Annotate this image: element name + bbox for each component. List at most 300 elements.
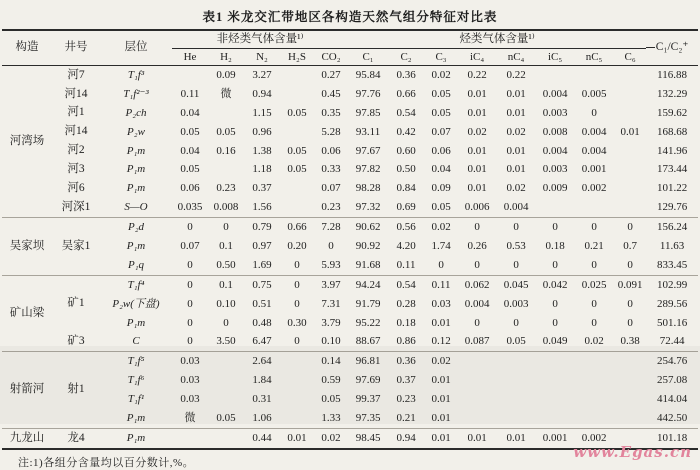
value-cell: 11.63	[659, 239, 685, 252]
value-cell: 0.10	[216, 297, 236, 310]
value-cell	[496, 409, 536, 428]
value-cell: 0.01	[506, 163, 526, 176]
value-cell: 0.091	[614, 275, 646, 294]
value-cell	[574, 198, 614, 217]
value-cell: 4.20	[396, 239, 416, 252]
watermark: www.Egas.cn	[573, 443, 692, 461]
value-cell: 0.21	[584, 239, 604, 252]
layer-cell: T₁f⁵	[100, 352, 172, 371]
value-cell: 102.99	[646, 275, 698, 294]
well-cell: 矿3	[67, 335, 85, 348]
value-cell: 156.24	[646, 218, 698, 237]
value-cell: 0.22	[467, 68, 487, 81]
value-cell: 0.05	[180, 163, 200, 176]
value-cell: 0.05	[216, 125, 236, 138]
table-row	[2, 390, 698, 409]
value-cell: 0.20	[287, 239, 307, 252]
value-cell: 0.35	[321, 106, 341, 119]
value-cell: 0.69	[396, 201, 416, 214]
structure-cell: 吴家坝	[2, 218, 52, 276]
value-cell	[614, 352, 646, 371]
value-cell: 1.74	[431, 239, 451, 252]
value-cell: 0	[474, 316, 480, 329]
value-cell: 97.76	[355, 87, 381, 100]
value-cell: 0.003	[542, 163, 568, 176]
value-cell: 0	[328, 239, 334, 252]
value-cell: 5.28	[321, 125, 341, 138]
value-cell: 0	[513, 258, 519, 271]
value-cell: 2.64	[244, 352, 280, 371]
value-cell: 501.16	[656, 316, 688, 329]
value-cell	[614, 198, 646, 217]
value-cell: 159.62	[656, 106, 688, 119]
well-cell: 河1	[67, 106, 85, 119]
value-cell: 0.004	[464, 297, 490, 310]
value-cell: 0.09	[431, 182, 451, 195]
col-header: C₁	[348, 49, 388, 66]
value-cell: 0.01	[496, 428, 536, 448]
table-row	[2, 275, 698, 294]
value-cell: 0.33	[321, 163, 341, 176]
col-header: C₆	[614, 49, 646, 66]
value-cell: 0.03	[172, 352, 208, 371]
header-well: 井号	[52, 30, 100, 66]
value-cell: 1.84	[252, 374, 272, 387]
value-cell	[614, 142, 646, 161]
value-cell: 微	[220, 87, 232, 100]
value-cell	[458, 409, 496, 428]
value-cell: 0.51	[252, 297, 272, 310]
value-cell: 0.045	[496, 275, 536, 294]
value-cell	[496, 390, 536, 409]
value-cell: 0.48	[252, 316, 272, 329]
value-cell: 0.07	[431, 125, 451, 138]
layer-cell: P₁m	[126, 239, 146, 252]
value-cell	[536, 409, 574, 428]
value-cell: 98.45	[348, 428, 388, 448]
value-cell: 0.05	[431, 87, 451, 100]
value-cell: 0.087	[464, 335, 490, 348]
value-cell: 442.50	[656, 411, 688, 424]
value-cell: 0.03	[431, 297, 451, 310]
value-cell: 0.96	[252, 125, 272, 138]
value-cell	[280, 352, 314, 371]
value-cell	[614, 104, 646, 123]
value-cell: 833.45	[656, 258, 688, 271]
value-cell: 0.008	[542, 125, 568, 138]
value-cell: 94.24	[348, 275, 388, 294]
value-cell: 0.049	[542, 335, 568, 348]
value-cell: 101.22	[656, 182, 688, 195]
value-cell	[280, 371, 314, 390]
value-cell: 0.02	[424, 352, 458, 371]
value-cell: 1.38	[252, 144, 272, 157]
well-cell: 河14	[64, 87, 88, 100]
value-cell: 0	[627, 316, 633, 329]
value-cell: 0.66	[396, 87, 416, 100]
layer-cell: T₁f⁴	[100, 275, 172, 294]
value-cell: 0.003	[503, 297, 529, 310]
value-cell: 0.05	[180, 125, 200, 138]
value-cell: 0.01	[458, 428, 496, 448]
layer-cell: S—O	[124, 201, 148, 214]
col-header: N₂	[244, 49, 280, 66]
value-cell: 0	[552, 316, 558, 329]
value-cell: 0	[591, 297, 597, 310]
table-row	[2, 160, 698, 179]
group-header-row	[2, 30, 698, 49]
value-cell: 95.22	[355, 316, 381, 329]
value-cell	[574, 390, 614, 409]
value-cell: 0.008	[213, 201, 239, 214]
value-cell: 0.14	[314, 352, 348, 371]
header-structure: 构造	[2, 30, 52, 66]
value-cell: 132.29	[656, 87, 688, 100]
value-cell: 0.001	[536, 428, 574, 448]
value-cell: 0.07	[321, 182, 341, 195]
value-cell: 97.69	[355, 374, 381, 387]
value-cell: 0	[496, 218, 536, 237]
value-cell: 0.79	[244, 218, 280, 237]
value-cell: 3.50	[216, 335, 236, 348]
value-cell: 1.56	[252, 201, 272, 214]
value-cell: 0.23	[216, 182, 236, 195]
value-cell: 0.004	[581, 144, 607, 157]
value-cell: 微	[184, 411, 196, 424]
layer-cell: P₁m	[126, 411, 146, 424]
value-cell: 0.18	[545, 239, 565, 252]
value-cell: 98.28	[355, 182, 381, 195]
value-cell: 97.82	[355, 163, 381, 176]
value-cell: 0.04	[431, 163, 451, 176]
structure-cell: 河湾场	[9, 134, 45, 147]
well-cell: 河7	[67, 68, 85, 81]
value-cell	[614, 371, 646, 390]
value-cell: 0	[187, 316, 193, 329]
value-cell: 0.16	[216, 144, 236, 157]
structure-cell: 射箭河	[2, 352, 52, 429]
value-cell: 0.53	[506, 239, 526, 252]
value-cell: 0.56	[388, 218, 424, 237]
well-cell: 河14	[64, 125, 88, 138]
value-cell: 0.22	[506, 68, 526, 81]
table-row	[2, 371, 698, 390]
value-cell: 0.06	[180, 182, 200, 195]
value-cell: 0	[552, 258, 558, 271]
well-cell: 龙4	[52, 428, 100, 448]
value-cell	[208, 104, 244, 123]
value-cell: 0.02	[424, 218, 458, 237]
layer-cell: P₂w	[127, 125, 145, 138]
col-header: nC₄	[496, 49, 536, 66]
value-cell	[208, 428, 244, 448]
value-cell: 0.01	[431, 393, 451, 406]
value-cell: 0.11	[396, 258, 416, 271]
value-cell	[280, 123, 314, 142]
header-layer: 层位	[100, 30, 172, 66]
value-cell: 99.37	[355, 393, 381, 406]
value-cell: 0.01	[424, 428, 458, 448]
value-cell: 0.062	[458, 275, 496, 294]
value-cell	[208, 390, 244, 409]
value-cell	[458, 371, 496, 390]
value-cell	[496, 352, 536, 371]
table-row	[2, 104, 698, 123]
layer-cell: T₁f²⁻³	[123, 87, 149, 100]
value-cell: 0	[591, 316, 597, 329]
value-cell	[614, 85, 646, 104]
value-cell: 0.01	[506, 87, 526, 100]
value-cell: 0	[458, 218, 496, 237]
value-cell: 0.05	[431, 106, 451, 119]
table-row	[2, 409, 698, 428]
value-cell: 0.37	[396, 374, 416, 387]
value-cell: 0	[591, 106, 597, 119]
value-cell	[614, 66, 646, 85]
header-hydrocarbon-group: 烃类气体含量¹⁾	[348, 30, 646, 49]
value-cell: 0.01	[467, 144, 487, 157]
value-cell: 72.44	[659, 335, 685, 348]
value-cell: 0	[591, 258, 597, 271]
value-cell: 0.94	[388, 428, 424, 448]
value-cell: 6.47	[252, 335, 272, 348]
value-cell: 90.92	[355, 239, 381, 252]
value-cell	[280, 390, 314, 409]
value-cell: 0.12	[431, 335, 451, 348]
value-cell: 0.004	[581, 125, 607, 138]
value-cell: 1.33	[321, 411, 341, 424]
value-cell: 0.05	[506, 335, 526, 348]
value-cell: 0.50	[216, 258, 236, 271]
value-cell: 1.18	[252, 163, 272, 176]
value-cell: 0.59	[321, 374, 341, 387]
value-cell: 0.54	[396, 106, 416, 119]
value-cell: 0	[513, 316, 519, 329]
value-cell: 101.18	[646, 428, 698, 448]
gas-composition-table	[2, 29, 698, 450]
value-cell	[280, 66, 314, 85]
table-row	[2, 123, 698, 142]
value-cell: 91.79	[355, 297, 381, 310]
well-cell: 矿1	[52, 275, 100, 332]
value-cell: 0.28	[396, 297, 416, 310]
layer-cell: P₁m	[126, 163, 146, 176]
value-cell: 0.26	[467, 239, 487, 252]
value-cell: 0.10	[321, 335, 341, 348]
layer-cell: P₁m	[100, 428, 172, 448]
structure-cell: 矿山梁	[2, 275, 52, 352]
value-cell	[280, 179, 314, 198]
value-cell: 0.001	[581, 163, 607, 176]
value-cell	[536, 352, 574, 371]
value-cell: 0	[552, 297, 558, 310]
value-cell: 0	[294, 297, 300, 310]
value-cell: 0.042	[536, 275, 574, 294]
value-cell: 88.67	[355, 335, 381, 348]
well-cell: 河深1	[61, 200, 91, 213]
layer-cell: T₁f¹	[127, 393, 145, 406]
value-cell: 0.27	[321, 68, 341, 81]
value-cell: 0	[438, 258, 444, 271]
well-cell: 射1	[52, 352, 100, 429]
value-cell: 90.62	[348, 218, 388, 237]
col-header: iC₄	[458, 49, 496, 66]
value-cell: 0	[627, 258, 633, 271]
table-row	[2, 256, 698, 275]
value-cell	[574, 66, 614, 85]
value-cell: 0.07	[180, 239, 200, 252]
value-cell: 0	[294, 335, 300, 348]
value-cell: 0.45	[321, 87, 341, 100]
value-cell	[614, 409, 646, 428]
well-cell: 河3	[67, 163, 85, 176]
value-cell: 0.009	[542, 182, 568, 195]
table-row	[2, 142, 698, 161]
value-cell: 0.05	[321, 393, 341, 406]
value-cell: 0.23	[321, 201, 341, 214]
value-cell: 0.09	[216, 68, 236, 81]
value-cell	[208, 371, 244, 390]
value-cell	[536, 198, 574, 217]
value-cell: 0.04	[180, 144, 200, 157]
value-cell: 0.01	[506, 106, 526, 119]
layer-cell: P₁q	[127, 258, 145, 271]
value-cell: 97.32	[355, 201, 381, 214]
value-cell: 0.01	[431, 411, 451, 424]
value-cell: 0	[187, 258, 193, 271]
value-cell: 414.04	[656, 393, 688, 406]
table-row	[2, 295, 698, 314]
value-cell: 0.01	[431, 374, 451, 387]
structure-cell: 九龙山	[2, 428, 52, 448]
table-row	[2, 332, 698, 351]
value-cell: 0.84	[396, 182, 416, 195]
value-cell: 0.54	[388, 275, 424, 294]
value-cell: 0.38	[620, 335, 640, 348]
col-header: CO₂	[314, 49, 348, 66]
value-cell	[614, 390, 646, 409]
layer-cell: T₁f⁶	[127, 374, 145, 387]
value-cell: 0	[627, 297, 633, 310]
value-cell: 0.11	[180, 87, 200, 100]
value-cell: 0.7	[623, 239, 637, 252]
value-cell: 0.035	[177, 201, 203, 214]
value-cell: 0.30	[287, 316, 307, 329]
value-cell: 0.60	[396, 144, 416, 157]
value-cell: 0.01	[280, 428, 314, 448]
table-title: 表1 米龙交汇带地区各构造天然气组分特征对比表	[202, 10, 498, 24]
value-cell	[614, 179, 646, 198]
value-cell	[614, 160, 646, 179]
value-cell: 91.68	[355, 258, 381, 271]
layer-cell: P₂ch	[125, 106, 147, 119]
col-header: He	[172, 49, 208, 66]
value-cell: 97.35	[355, 411, 381, 424]
col-header: C₂	[388, 49, 424, 66]
value-cell	[458, 390, 496, 409]
value-cell	[172, 66, 208, 85]
layer-cell: C	[132, 335, 140, 348]
value-cell: 0	[280, 275, 314, 294]
value-cell	[536, 390, 574, 409]
value-cell: 0.18	[396, 316, 416, 329]
value-cell: 0.01	[467, 106, 487, 119]
value-cell: 0.04	[180, 106, 200, 119]
layer-cell: P₁m	[126, 144, 146, 157]
value-cell: 0.003	[542, 106, 568, 119]
value-cell: 3.27	[252, 68, 272, 81]
value-cell: 0.06	[321, 144, 341, 157]
value-cell	[574, 371, 614, 390]
value-cell: 0.36	[396, 68, 416, 81]
value-cell: 0.05	[216, 411, 236, 424]
well-cell: 河6	[67, 182, 85, 195]
table-row	[2, 314, 698, 333]
footnote: 注:1)各组分含量均以百分数计,%。	[18, 456, 195, 469]
value-cell: 0.44	[244, 428, 280, 448]
value-cell: 168.68	[656, 125, 688, 138]
value-cell	[208, 352, 244, 371]
value-cell: 0.006	[464, 201, 490, 214]
value-cell: 0.1	[208, 275, 244, 294]
value-cell: 129.76	[656, 201, 688, 214]
layer-cell: P₁m	[126, 316, 146, 329]
value-cell: 93.11	[355, 125, 381, 138]
col-header: nC₅	[574, 49, 614, 66]
value-cell: 0.05	[287, 163, 307, 176]
value-cell: 0.42	[396, 125, 416, 138]
col-header: iC₅	[536, 49, 574, 66]
value-cell: 0.02	[506, 125, 526, 138]
value-cell: 5.93	[321, 258, 341, 271]
value-cell: 1.15	[252, 106, 272, 119]
value-cell	[496, 371, 536, 390]
value-cell: 173.44	[656, 163, 688, 176]
value-cell: 0.002	[574, 428, 614, 448]
col-header: C₃	[424, 49, 458, 66]
value-cell: 289.56	[656, 297, 688, 310]
value-cell: 0.01	[467, 163, 487, 176]
value-cell: 0.01	[506, 144, 526, 157]
table-row	[2, 218, 698, 237]
value-cell: 96.81	[348, 352, 388, 371]
value-cell: 0.21	[396, 411, 416, 424]
value-cell: 95.84	[355, 68, 381, 81]
value-cell	[280, 409, 314, 428]
value-cell: 0.37	[252, 182, 272, 195]
well-cell: 吴家1	[52, 218, 100, 276]
value-cell: 0.94	[252, 87, 272, 100]
value-cell: 0	[474, 258, 480, 271]
value-cell: 0.36	[388, 352, 424, 371]
value-cell: 0.75	[244, 275, 280, 294]
value-cell: 1.69	[252, 258, 272, 271]
value-cell: 1.06	[252, 411, 272, 424]
value-cell: 3.79	[321, 316, 341, 329]
value-cell: 0.005	[581, 87, 607, 100]
value-cell: 0.05	[287, 106, 307, 119]
value-cell: 0.02	[584, 335, 604, 348]
value-cell: 3.97	[314, 275, 348, 294]
header-c1-c2-ratio: C₁/C₂⁺	[646, 30, 698, 66]
value-cell	[280, 85, 314, 104]
table-row	[2, 85, 698, 104]
value-cell: 0.03	[180, 374, 200, 387]
value-cell: 7.28	[314, 218, 348, 237]
value-cell: 0	[614, 218, 646, 237]
value-cell: 0.23	[396, 393, 416, 406]
value-cell: 0.01	[431, 316, 451, 329]
